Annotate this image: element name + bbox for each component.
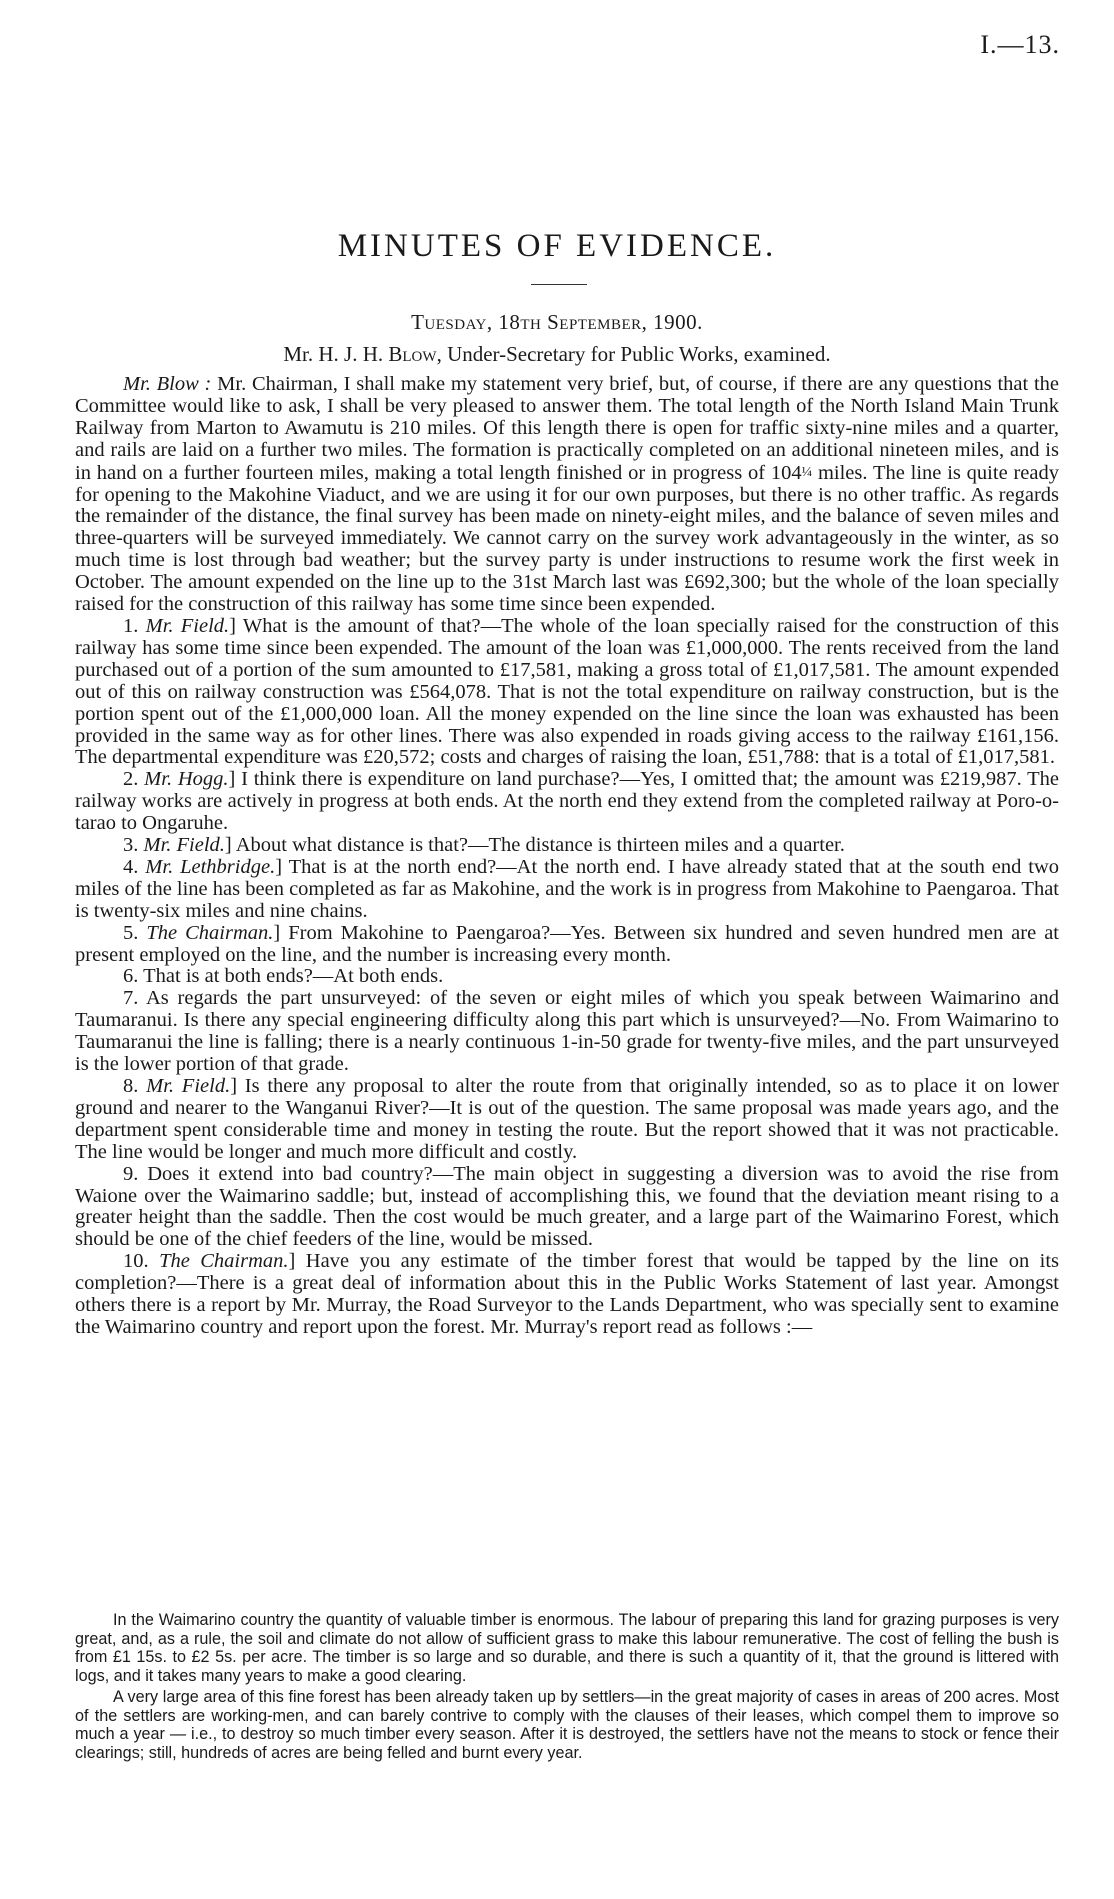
statement-speaker: Mr. Blow : [123, 373, 212, 395]
evidence-body [75, 374, 1059, 1339]
question-number: 2. [123, 768, 145, 791]
report-paragraph-1: In the Waimarino country the quantity of valuable timber is enormous. The labour of preparing this land for grazing purposes is very great, and, as a rule, the soil and climate do not allow of sufficient grass to make this labour remunerative. The cost of felling the bush is from £1 15s. to £2 5s. per acre. The timber is so large and so durable, and there is such a quantity of it, that the ground is littered with logs, and it takes many years to make a good clearing. [75, 1611, 1059, 1685]
question-3 [75, 835, 1059, 857]
question-number: 7. [123, 987, 146, 1010]
question-2 [75, 769, 1059, 835]
question-number: 6. [123, 965, 144, 988]
question-speaker: The Chairman. [146, 921, 274, 944]
report-paragraph-2: A very large area of this fine forest has been already taken up by settlers—in the great majority of cases in areas of 200 acres. Most of the settlers are working-men, and can barely contrive to comply with the clauses of their leases, which compel them to improve so much a year — i.e., to destroy so much timber every season. After it is destroyed, the settlers have not the means to stock or fence their clearings; still, hundreds of acres are being felled and burnt every year. [75, 1688, 1059, 1762]
question-text: ] What is the amount of that?—The whole of the loan specially raised for the construction of this railway has some time since been expended. The amount of the loan was £1,000,000. The rents received from the land purchased out of a portion of the sum amounted to £17,581, making a gross total of £1,017,581. The amount expended out of this on railway construction was £564,078. That is not the total expenditure on railway construction, but is the portion spent out of the £1,000,000 loan. All the money expended on the line since the loan was exhausted has been provided in the same way as for other lines. There was also expended in roads giving access to the railway £161,156. The departmental expenditure was £20,572; costs and charges of raising the loan, £51,788: that is a total of £1,017,581. [75, 614, 1060, 769]
question-8 [75, 1076, 1059, 1164]
question-text: ] From Makohine to Paengaroa?—Yes. Between six hundred and seven hundred men are at present employed on the line, and the number is increasing every month. [75, 921, 1060, 966]
question-number: 10. [123, 1250, 160, 1273]
question-speaker: Mr. Field. [145, 614, 230, 637]
session-date: Tuesday, 18th September, 1900. [411, 310, 703, 334]
statement-text-a: Mr. Chairman, I shall make my statement very brief, but, of course, if there are any questions that the Committee would like to ask, I shall be very pleased to answer them. The total length of the North Island Main Trunk Railway from Marton to Awamutu is 210 miles. Of this length there is open for traffic sixty-nine miles and a quarter, and rails are laid on a further two miles. The formation is practically completed on an additional nineteen miles, and is in hand on a further fourteen miles, making a total length finished or in progress of 104 [75, 373, 1060, 484]
statement-fraction: ¼ [801, 464, 813, 480]
witness-name: Blow [388, 342, 437, 366]
question-text: As regards the part unsurveyed: of the seven or eight miles of which you speak between Waimarino and Taumaranui. Is there any special engineering difficulty along this part which is unsurveyed?—No. From Waimarino to Taumaranui the line is falling; there is a nearly continuous 1-in-50 grade for twenty-five miles, and the part unsurveyed is the lower portion of that grade. [75, 987, 1059, 1076]
question-1 [75, 616, 1059, 769]
question-7 [75, 988, 1059, 1076]
question-10 [75, 1251, 1059, 1339]
statement-text-b: miles. The line is quite ready for opening to the Makohine Viaduct, and we are using it for our own purposes, but there is no other traffic. As regards the remainder of the distance, the final survey has been made on ninety-eight miles, and the balance of seven miles and three-quarters will be surveyed immediately. We cannot carry on the survey work advantageously in the winter, as so much time is lost through bad weather; but the survey party is under instructions to resume work the first week in October. The amount expended on the line up to the 31st March last was £692,300; but the whole of the loan specially raised for the construction of this railway has some time since been expended. [75, 461, 1060, 616]
question-speaker: Mr. Hogg. [144, 768, 229, 791]
question-number: 4. [123, 855, 146, 878]
question-number: 5. [123, 921, 147, 944]
witness-suffix: , Under-Secretary for Public Works, examined. [436, 342, 831, 366]
page-title: MINUTES OF EVIDENCE. [337, 228, 777, 264]
question-speaker: The Chairman. [159, 1250, 289, 1273]
title-divider [531, 284, 587, 285]
question-text: ] Have you any estimate of the timber forest that would be tapped by the line on its completion?—There is a great deal of information about this in the Public Works Statement of last year. Amongst others there is a report by Mr. Murray, the Road Surveyor to the Lands Department, who was specially sent to examine the Waimarino country and report upon the forest. Mr. Murray's report read as follows :— [75, 1250, 1060, 1338]
question-text: ] Is there any proposal to alter the route from that originally intended, so as to place it on lower ground and nearer to the Wanganui River?—It is out of the question. The same proposal was made years ago, and the department spent considerable time and money in testing the route. But the report showed that it was not practicable. The line would be longer and much more difficult and costly. [75, 1075, 1060, 1163]
question-speaker: Mr. Lethbridge. [145, 855, 276, 878]
question-speaker: Mr. Field. [146, 1075, 231, 1097]
question-text: That is at both ends?—At both ends. [143, 965, 444, 988]
question-text: Does it extend into bad country?—The main object in suggesting a diversion was to avoid the rise from Waione over the Waimarino saddle; but, instead of accomplishing this, we found that the deviation meant rising to a greater height than the saddle. Then the cost would be much greater, and a large part of the Waimarino Forest, which should be one of the chief feeders of the line, would be missed. [75, 1162, 1059, 1251]
question-text: ] That is at the north end?—At the north end. I have already stated that at the south end two miles of the line has been completed as far as Makohine, and the work is in progress from Makohine to Paengaroa. That is twenty-six miles and nine chains. [75, 855, 1060, 922]
question-speaker: Mr. Field. [143, 834, 225, 857]
question-4 [75, 857, 1059, 923]
opening-statement [75, 374, 1059, 616]
question-9 [75, 1164, 1059, 1252]
quoted-report [75, 1611, 1059, 1762]
witness-prefix: Mr. H. J. H. [283, 342, 389, 366]
question-number: 3. [123, 834, 144, 857]
question-text: ] I think there is expenditure on land purchase?—Yes, I omitted that; the amount was £219,987. The railway works are actively in progress at both ends. At the north end they extend from the completed railway at Poro-o-tarao to Ongaruhe. [75, 768, 1060, 835]
question-number: 9. [123, 1162, 148, 1185]
witness-line [0, 342, 1114, 367]
question-6 [75, 966, 1059, 988]
page-reference: I.—13. [980, 30, 1060, 59]
question-number: 1. [123, 614, 146, 637]
question-number: 8. [123, 1075, 147, 1097]
question-text: ] About what distance is that?—The distance is thirteen miles and a quarter. [224, 834, 845, 857]
question-5 [75, 923, 1059, 967]
